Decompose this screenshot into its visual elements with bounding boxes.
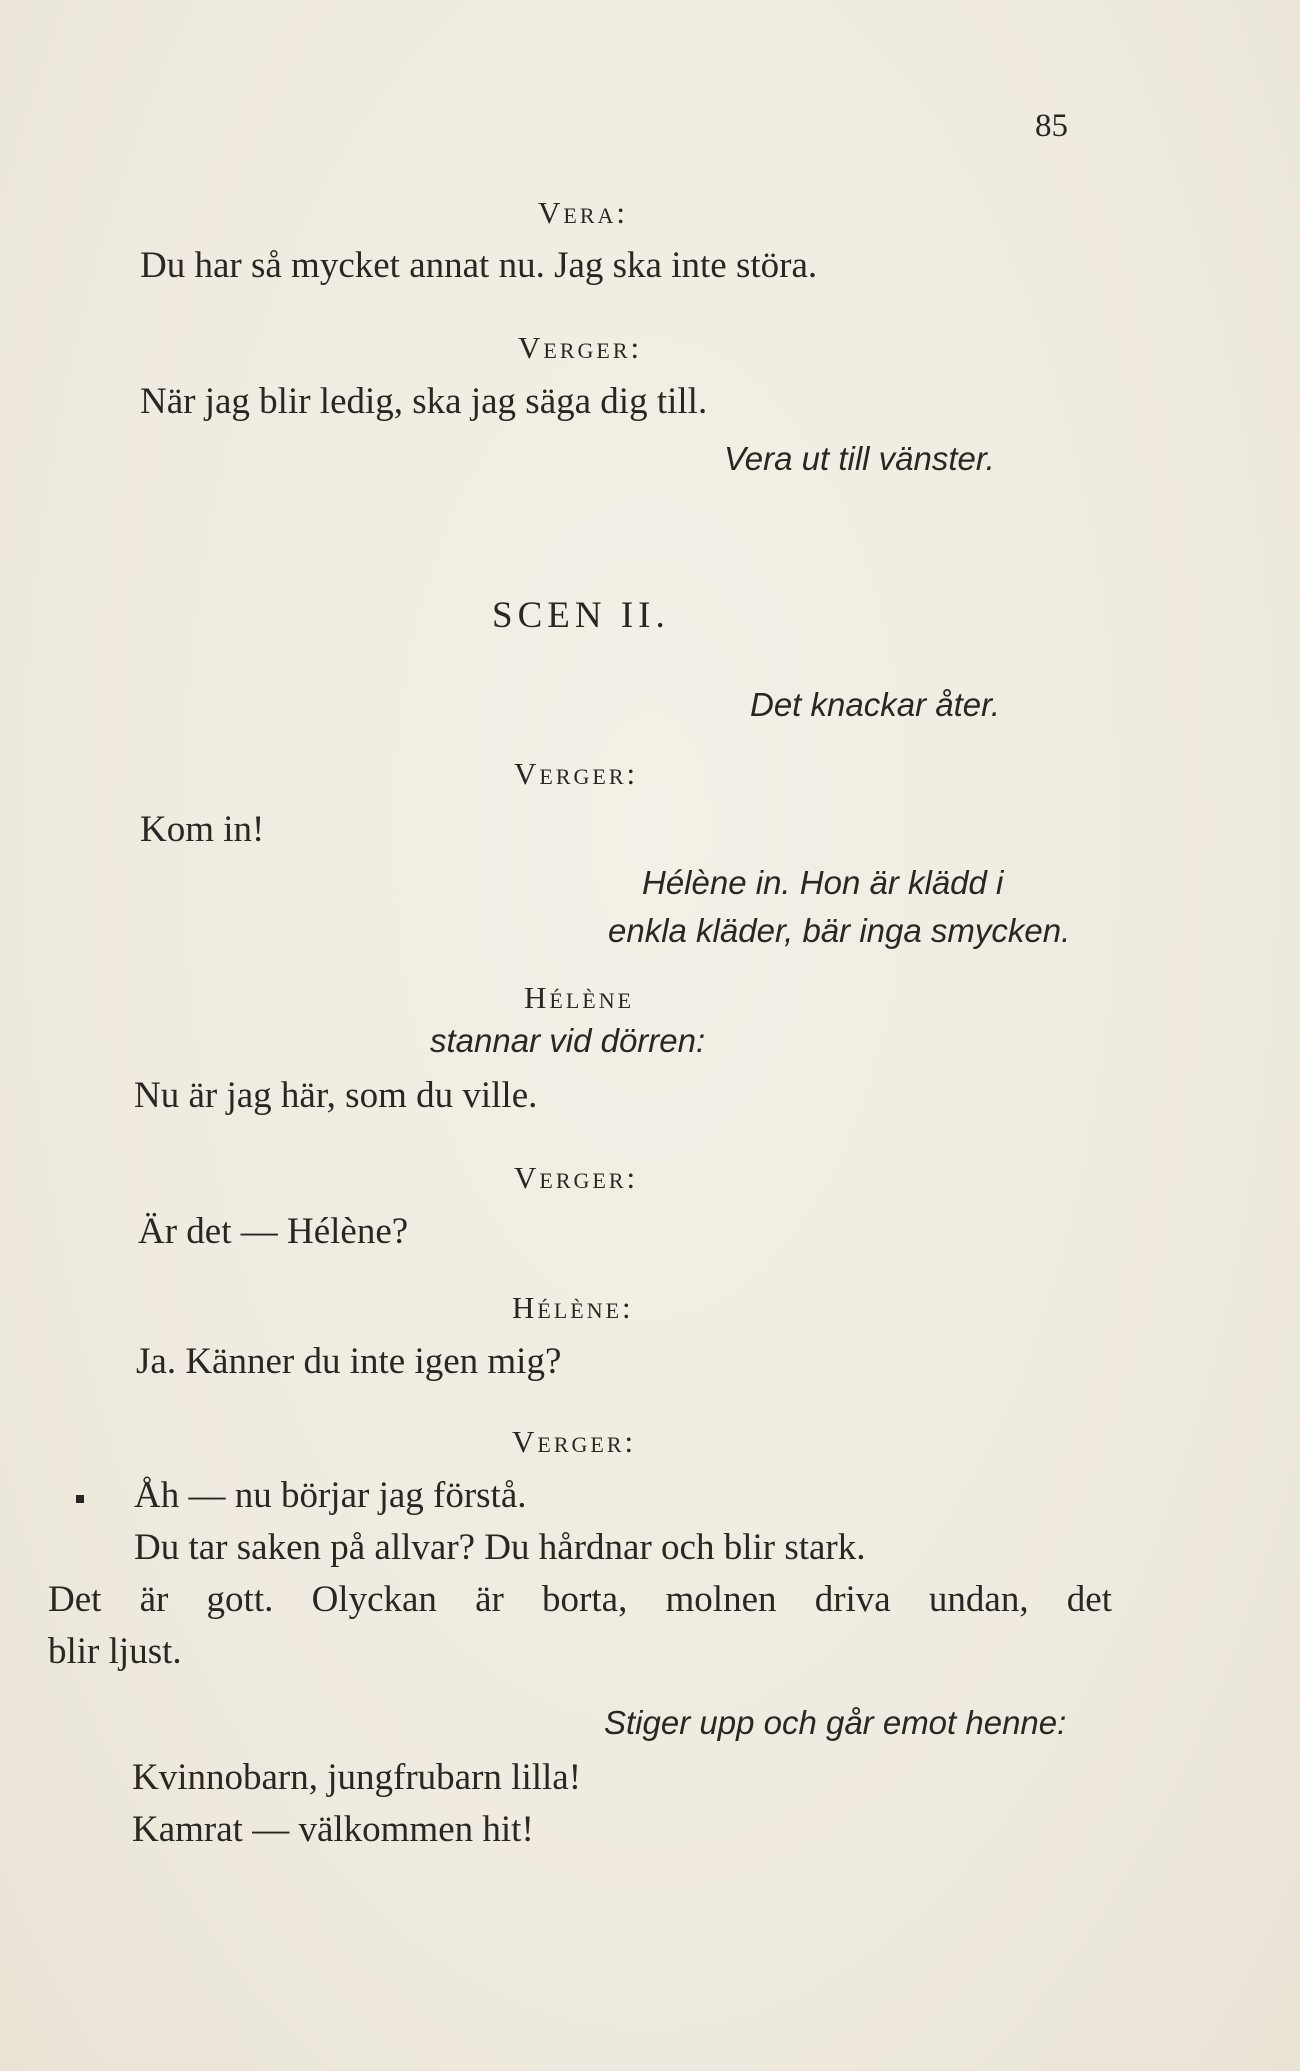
speaker-verger: Verger:	[512, 1424, 637, 1459]
stage-direction: Vera ut till vänster.	[724, 440, 995, 477]
speech-line: Åh — nu börjar jag förstå.	[134, 1475, 527, 1516]
speech-line: Du tar saken på allvar? Du hårdnar och blir stark.	[134, 1527, 866, 1568]
speaker-helene: Hélène:	[512, 1290, 634, 1325]
stage-direction: Hélène in. Hon är klädd i	[642, 864, 1004, 901]
speech-line: Det är gott. Olyckan är borta, molnen driva undan, det	[48, 1579, 1112, 1620]
speech-line: Kamrat — välkommen hit!	[132, 1809, 534, 1850]
scene-heading: SCEN II.	[492, 595, 670, 636]
speech-line: Kom in!	[140, 809, 265, 850]
speaker-vera: Vera:	[538, 195, 628, 230]
speech-line: Kvinnobarn, jungfrubarn lilla!	[132, 1757, 582, 1798]
speech-line: Ja. Känner du inte igen mig?	[136, 1341, 562, 1382]
stage-direction: enkla kläder, bär inga smycken.	[608, 912, 1071, 949]
speaker-verger: Verger:	[514, 1160, 639, 1195]
stage-direction: Stiger upp och går emot henne:	[604, 1704, 1067, 1741]
speech-line: blir ljust.	[48, 1631, 182, 1672]
speech-line: Är det — Hélène?	[138, 1211, 409, 1252]
margin-mark	[76, 1495, 84, 1503]
stage-direction: stannar vid dörren:	[430, 1022, 706, 1059]
speaker-verger: Verger:	[518, 330, 643, 365]
page-number: 85	[1035, 108, 1068, 144]
speech-line: Du har så mycket annat nu. Jag ska inte störa.	[140, 245, 818, 286]
speaker-helene: Hélène	[524, 980, 635, 1015]
speaker-verger: Verger:	[514, 756, 639, 791]
speech-line: När jag blir ledig, ska jag säga dig till.	[140, 381, 708, 422]
stage-direction: Det knackar åter.	[750, 686, 1001, 723]
speech-line: Nu är jag här, som du ville.	[134, 1075, 538, 1116]
